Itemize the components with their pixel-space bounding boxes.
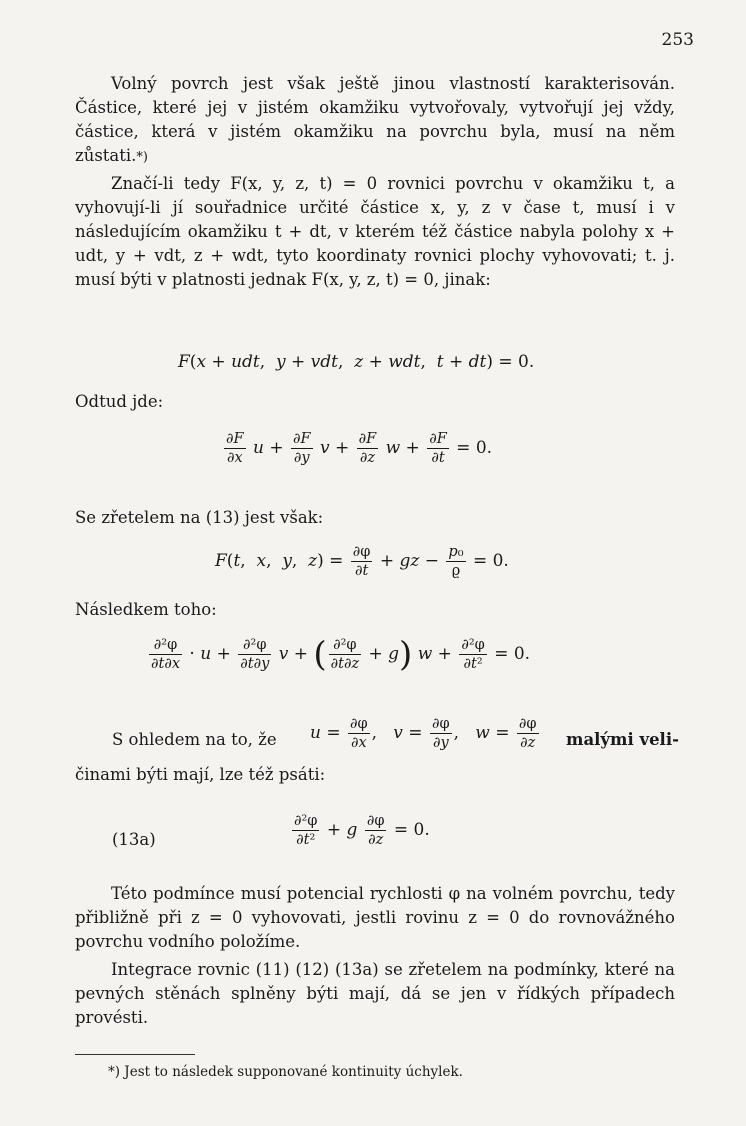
paragraph-free-surface: [75, 72, 675, 170]
text-malymi: malými veli-: [566, 730, 679, 749]
text-cinami: činami býti mají, lze též psáti:: [75, 765, 326, 784]
equation-4: $\frac{\text{∂²φ}}{\partial t\partial x}$ · u + $\frac{\text{∂²φ}}{\partial t\partial y}$ v + ( $\frac{\text{∂²φ}}{\partial t\partial z}$ + g) w + $\frac{\text{∂²φ}}{\text{∂t²}}$ = 0.: [151, 634, 531, 675]
footnote-marker: *): [136, 150, 148, 165]
paragraph-text: Této podmínce musí potencial rychlosti φ na volném povrchu, tedy přibližně při z = 0 vyhovovati, jestli rovinu z = 0 do rovnovážného povrchu vodního položíme.: [75, 884, 675, 951]
text-nasledkem: Následkem toho:: [75, 600, 217, 619]
equation-2: $\frac{\partial F}{\partial x}$ u + $\frac{\partial F}{\partial y}$ v + $\frac{\partial F}{\partial z}$ w + $\frac{\partial F}{\partial t}$ = 0.: [226, 431, 493, 466]
page-number: 253: [661, 30, 694, 50]
equation-13a: $\frac{\text{∂²φ}}{\text{∂t²}}$ + g $\frac{\partial\varphi}{\partial z}$ = 0.: [294, 813, 430, 848]
equation-5: u = $\frac{\partial\varphi}{\partial x}$ , v = $\frac{\partial\varphi}{\partial y}$ , w = $\frac{\partial\varphi}{\partial z}$: [310, 716, 537, 751]
paragraph-integration: [75, 958, 675, 1030]
paragraph-text: Integrace rovnic (11) (12) (13a) se zřetelem na podmínky, které na pevných stěnách splněny býti mají, dá se jen v řídkých případech provésti.: [75, 960, 675, 1027]
footnote: *) Jest to následek supponované kontinuity úchylek.: [108, 1064, 463, 1080]
paragraph-text: Volný povrch jest však ještě jinou vlastností karakterisován. Částice, které jej v jistém okamžiku vytvořovaly, vytvořují jej vždy, částice, která v jistém okamžiku na povrchu byla, musí na něm zůstati.: [75, 74, 675, 165]
text-odtud: Odtud jde:: [75, 392, 164, 411]
paragraph-velocity-potential: [75, 882, 675, 954]
equation-1: F(x + udt, y + vdt, z + wdt, t + dt) = 0.: [178, 352, 535, 372]
paragraph-text: Značí-li tedy F(x, y, z, t) = 0 rovnici povrchu v okamžiku t, a vyhovují-li jí souřadnice určité částice x, y, z v čase t, musí i v následujícím okamžiku t + dt, v kterém též částice nabyla polohy x + udt, y + vdt, z + wdt, tyto koordinaty rovnici plochy vyhovovati; t. j. musí býti v platnosti jednak F(x, y, z, t) = 0, jinak:: [75, 174, 675, 289]
text-se-zretelem: Se zřetelem na (13) jest však:: [75, 508, 324, 527]
equation-3: F(t, x, y, z) = $\frac{\partial\varphi}{\partial t}$ + gz − $\frac{\text{p₀}}{ϱ}$ = 0.: [215, 544, 509, 579]
equation-label-13a: (13a): [112, 830, 156, 849]
footnote-rule: [75, 1054, 195, 1055]
paragraph-surface-equation: [75, 172, 675, 292]
text-s-ohledem: S ohledem na to, že: [112, 730, 277, 749]
